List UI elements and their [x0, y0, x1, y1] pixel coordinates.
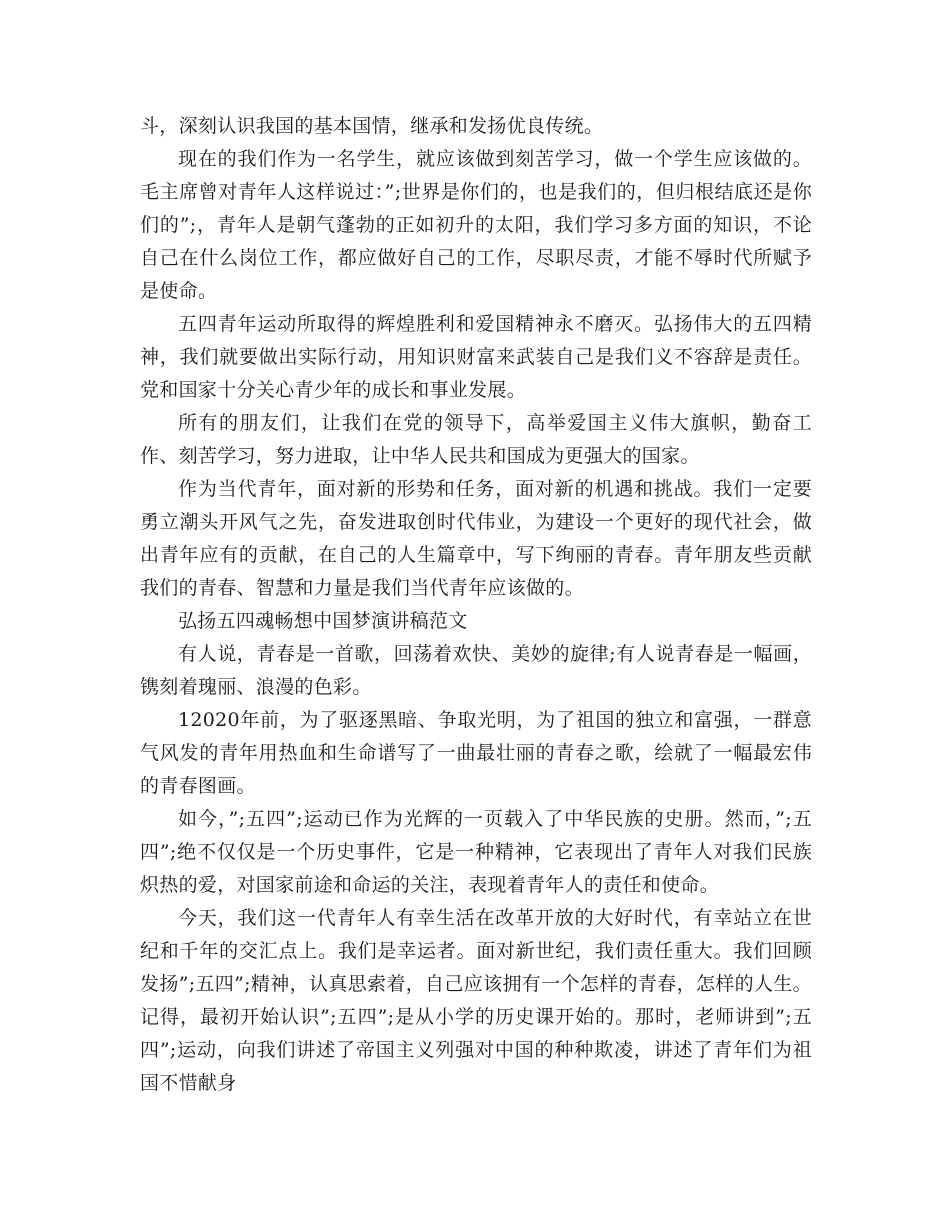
- paragraph: 有人说，青春是一首歌，回荡着欢快、美妙的旋律;有人说青春是一幅画，镌刻着瑰丽、浪漫的色彩。: [140, 643, 812, 698]
- paragraph: 五四青年运动所取得的辉煌胜利和爱国精神永不磨灭。弘扬伟大的五四精神，我们就要做出实际行动，用知识财富来武装自己是我们义不容辞是责任。党和国家十分关心青少年的成长和事业发展。: [140, 313, 812, 401]
- paragraph: 今天，我们这一代青年人有幸生活在改革开放的大好时代，有幸站立在世纪和千年的交汇点上。我们是幸运者。面对新世纪，我们责任重大。我们回顾发扬”;五四”;精神，认真思索着，自己应该拥有一个怎样的青春，怎样的人生。记得，最初开始认识”;五四”;是从小学的历史课开始的。那时，老师讲到”;五四”;运动，向我们讲述了帝国主义列强对中国的种种欺凌，讲述了青年们为祖国不惜献身: [140, 907, 812, 1094]
- paragraph: 如今，”;五四”;运动已作为光辉的一页载入了中华民族的史册。然而，”;五四”;绝不仅仅是一个历史事件，它是一种精神，它表现出了青年人对我们民族炽热的爱，对国家前途和命运的关注，表现着青年人的责任和使命。: [140, 808, 812, 896]
- paragraph: 12020年前，为了驱逐黑暗、争取光明，为了祖国的独立和富强，一群意气风发的青年用热血和生命谱写了一曲最壮丽的青春之歌，绘就了一幅最宏伟的青春图画。: [140, 709, 812, 797]
- document-body: [140, 110, 812, 1100]
- paragraph: 斗，深刻认识我国的基本国情，继承和发扬优良传统。: [140, 115, 604, 137]
- section-title: 弘扬五四魂畅想中国梦演讲稿范文: [178, 610, 468, 632]
- paragraph: 所有的朋友们，让我们在党的领导下，高举爱国主义伟大旗帜，勤奋工作、刻苦学习，努力进取，让中华人民共和国成为更强大的国家。: [140, 412, 812, 467]
- paragraph: 作为当代青年，面对新的形势和任务，面对新的机遇和挑战。我们一定要勇立潮头开风气之先，奋发进取创时代伟业，为建设一个更好的现代社会，做出青年应有的贡献，在自己的人生篇章中，写下绚丽的青春。青年朋友些贡献我们的青春、智慧和力量是我们当代青年应该做的。: [140, 478, 812, 599]
- paragraph: 现在的我们作为一名学生，就应该做到刻苦学习，做一个学生应该做的。毛主席曾对青年人这样说过：”;世界是你们的，也是我们的，但归根结底还是你们的”;，青年人是朝气蓬勃的正如初升的太阳，我们学习多方面的知识，不论自己在什么岗位工作，都应做好自己的工作，尽职尽责，才能不辱时代所赋予是使命。: [140, 148, 812, 302]
